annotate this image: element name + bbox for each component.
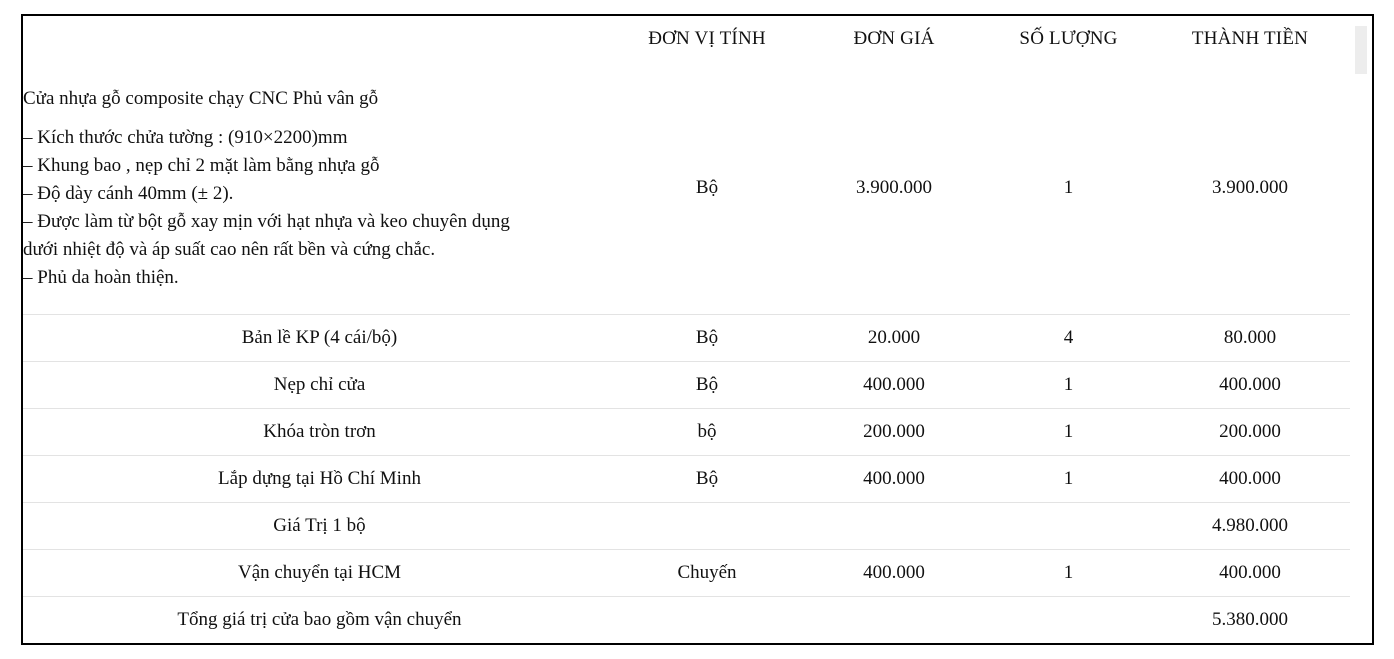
row-total: 80.000 (1147, 315, 1353, 362)
row-unit (616, 503, 798, 550)
table-row (23, 315, 1353, 362)
row-unit-price (798, 503, 990, 550)
price-table (23, 16, 1353, 643)
vertical-scrollbar[interactable] (1350, 16, 1372, 643)
header-total: THÀNH TIỀN (1191, 28, 1309, 49)
table-header-row (23, 16, 1353, 62)
row-quantity: 4 (990, 315, 1147, 362)
table-row (23, 409, 1353, 456)
table-row (23, 550, 1353, 597)
main-item-line: – Kích thước chửa tường : (910×2200)mm (23, 126, 348, 148)
header-description (23, 16, 616, 62)
row-quantity (990, 597, 1147, 644)
row-unit-price: 200.000 (798, 409, 990, 456)
row-quantity: 1 (990, 550, 1147, 597)
row-name: Tổng giá trị cửa bao gồm vận chuyển (23, 597, 616, 644)
row-unit-price (798, 597, 990, 644)
row-unit-price: 400.000 (798, 550, 990, 597)
row-unit (616, 597, 798, 644)
table-row-subtotal (23, 503, 1353, 550)
row-name: Khóa tròn trơn (23, 409, 616, 456)
header-unit: ĐƠN VỊ TÍNH (648, 28, 766, 49)
row-total: 5.380.000 (1147, 597, 1353, 644)
row-total: 400.000 (1147, 550, 1353, 597)
row-quantity: 1 (990, 362, 1147, 409)
header-quantity: SỐ LƯỢNG (1019, 28, 1118, 49)
header-unit-price: ĐƠN GIÁ (853, 28, 935, 49)
main-item-line: – Khung bao , nẹp chỉ 2 mặt làm bằng nhựa gỗ (23, 154, 380, 176)
main-item-line: – Phủ da hoàn thiện. (23, 266, 179, 288)
scrollbar-thumb[interactable] (1355, 26, 1367, 74)
price-table-frame (21, 14, 1374, 645)
table-row-grand-total (23, 597, 1353, 644)
row-name: Giá Trị 1 bộ (23, 503, 616, 550)
main-item-unit: Bộ (695, 177, 719, 198)
row-name: Vận chuyển tại HCM (23, 550, 616, 597)
row-name: Nẹp chỉ cửa (23, 362, 616, 409)
row-total: 200.000 (1147, 409, 1353, 456)
row-unit: Chuyến (616, 550, 798, 597)
row-unit-price: 400.000 (798, 456, 990, 503)
main-item-quantity: 1 (1063, 177, 1074, 198)
table-row (23, 456, 1353, 503)
main-item-description (23, 62, 616, 315)
row-quantity (990, 503, 1147, 550)
table-row-main-item (23, 62, 1353, 315)
main-item-line: dưới nhiệt độ và áp suất cao nên rất bền và cứng chắc. (23, 238, 436, 260)
row-total: 400.000 (1147, 362, 1353, 409)
row-name: Lắp dựng tại Hồ Chí Minh (23, 456, 616, 503)
row-unit: bộ (616, 409, 798, 456)
main-item-total: 3.900.000 (1212, 177, 1288, 198)
row-total: 400.000 (1147, 456, 1353, 503)
row-unit-price: 20.000 (798, 315, 990, 362)
table-row (23, 362, 1353, 409)
main-item-line: – Được làm từ bột gỗ xay mịn với hạt nhựa và keo chuyên dụng (23, 210, 510, 232)
row-unit: Bộ (616, 315, 798, 362)
row-name: Bản lề KP (4 cái/bộ) (23, 315, 616, 362)
row-unit-price: 400.000 (798, 362, 990, 409)
main-item-unit-price: 3.900.000 (856, 177, 932, 198)
row-quantity: 1 (990, 456, 1147, 503)
row-total: 4.980.000 (1147, 503, 1353, 550)
main-item-title: Cửa nhựa gỗ composite chạy CNC Phủ vân gỗ (23, 87, 379, 109)
row-unit: Bộ (616, 362, 798, 409)
row-unit: Bộ (616, 456, 798, 503)
main-item-line: – Độ dày cánh 40mm (± 2). (23, 182, 234, 204)
row-quantity: 1 (990, 409, 1147, 456)
